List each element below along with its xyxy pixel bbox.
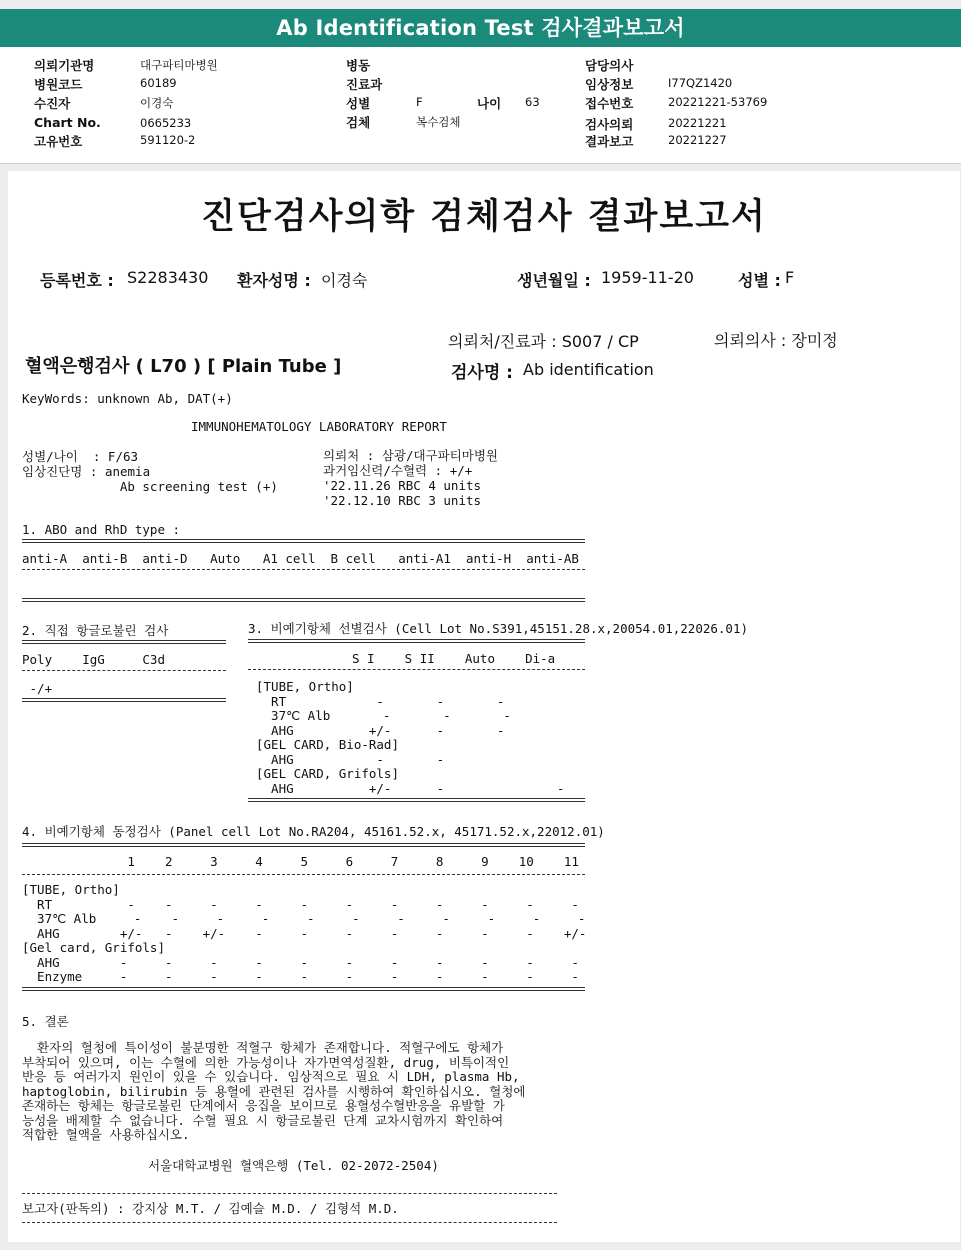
hospital-code: 60189 [140, 76, 177, 90]
dept-line: 의뢰처/진료과 : S007 / CP [448, 332, 639, 351]
screen-header: S I S II Auto Di-a [352, 651, 556, 666]
screen-rows: [TUBE, Ortho] RT - - - 37℃ Alb - - - AHG +/- - - [GEL CARD, Bio-Rad] AHG - - [GEL CARD, Grifols] AHG +/- - - [256, 679, 565, 796]
conclusion-text: 환자의 혈청에 특이성이 불분명한 적혈구 항체가 존재합니다. 적혈구에도 항체가 부착되어 있으며, 이는 수혈에 의한 가능성이나 자가면역성질환, drug, 비특이적인 반응 등 여러가지 원인이 있을 수 있습니다. 임상적으로 필요 시 LDH, plasma Hb, haptoglobin, bilirubin 등 용혈에 관련된 검사를 시행하여 확인하십시오. 혈청에 존재하는 항체는 항글로불린 단계에서 응집을 보이므로 용혈성수혈반응을 유발할 가 능성을 배제할 수 없습니다. 수혈 필요 시 항글로불린 단계 교차시험까지 확인하여 적합한 혈액을 사용하십시오. [22, 1040, 526, 1142]
lab-title: IMMUNOHEMATOLOGY LABORATORY REPORT [191, 419, 447, 434]
test-name: Ab identification [523, 360, 654, 379]
rule [22, 598, 585, 602]
report-date: 20221227 [668, 133, 727, 147]
request-org-label: 의뢰기관명 [34, 58, 95, 73]
request-org: 대구파티마병원 [140, 58, 218, 72]
recipient-label: 수진자 [34, 96, 71, 111]
result-sheet [8, 171, 960, 1242]
sex-report: F [785, 268, 795, 287]
sex-label: 성별 [346, 96, 371, 111]
clinical-info: I77QZ1420 [668, 76, 733, 90]
screen-title: 3. 비예기항체 선별검사 (Cell Lot No.S391,45151.28.x,20054.01,22026.01) [248, 621, 749, 636]
rule [22, 874, 585, 875]
abo-title: 1. ABO and RhD type : [22, 522, 181, 537]
conclusion-title: 5. 결론 [22, 1014, 69, 1029]
dat-header: Poly IgG C3d [22, 652, 165, 667]
dat-title: 2. 직접 항글로불린 검사 [22, 623, 169, 638]
reg-label: 등록번호 : [40, 271, 114, 290]
rule [22, 670, 226, 671]
request-date: 20221221 [668, 116, 727, 130]
transfusion-info: 의뢰처 : 삼광/대구파티마병원 과거임신력/수혈력 : +/+ '22.11.26 RBC 4 units '22.12.10 RBC 3 units [323, 448, 499, 508]
rule [248, 639, 585, 643]
report-banner: Ab Identification Test 검사결과보고서 [0, 9, 961, 47]
unique-no: 591120-2 [140, 133, 196, 147]
panel-header: 1 2 3 4 5 6 7 8 9 10 11 [22, 854, 579, 869]
request-date-label: 검사의뢰 [585, 117, 634, 132]
specimen: 복수검체 [416, 115, 461, 129]
clinical-label: 임상정보 [585, 77, 634, 92]
reporter-line: 보고자(판독의) : 강지상 M.T. / 김예슬 M.D. / 김형석 M.D. [22, 1201, 399, 1216]
lab-signature: 서울대학교병원 혈액은행 (Tel. 02-2072-2504) [148, 1158, 439, 1173]
rule [22, 640, 226, 644]
chart-no-label: Chart No. [34, 115, 101, 130]
doctor-label: 담당의사 [585, 58, 634, 73]
hospital-code-label: 병원코드 [34, 77, 83, 92]
sex-label-report: 성별 : [738, 271, 781, 290]
doctor-line: 의뢰의사 : 장미정 [714, 331, 838, 350]
dob-label: 생년월일 : [517, 271, 591, 290]
rule [22, 987, 585, 991]
abo-header: anti-A anti-B anti-D Auto A1 cell B cell anti-A1 anti-H anti-AB [22, 551, 579, 566]
ward-label: 병동 [346, 58, 371, 73]
report-title: 진단검사의학 검체검사 결과보고서 [201, 197, 767, 237]
dob: 1959-11-20 [601, 268, 694, 287]
patient-info: 성별/나이 : F/63 임상진단명 : anemia Ab screening test (+) [22, 449, 278, 494]
request-header [0, 47, 961, 164]
dat-value: -/+ [22, 681, 53, 696]
rule [22, 698, 226, 702]
sex: F [416, 95, 423, 109]
chart-no: 0665233 [140, 116, 192, 130]
rule [248, 798, 585, 802]
rule [22, 569, 585, 570]
rule [22, 1222, 557, 1223]
rule [22, 1193, 557, 1194]
age: 63 [525, 95, 540, 109]
report-date-label: 결과보고 [585, 134, 634, 149]
patient-label: 환자성명 : [237, 271, 311, 290]
recipient: 이경숙 [140, 96, 174, 110]
reg-no: S2283430 [127, 268, 209, 287]
dept-label: 진료과 [346, 77, 383, 92]
specimen-label: 검체 [346, 115, 371, 130]
panel-title: 4. 비예기항체 동정검사 (Panel cell Lot No.RA204, 45161.52.x, 45171.52.x,22012.01) [22, 824, 605, 839]
reception-no: 20221221-53769 [668, 95, 768, 109]
age-label: 나이 [477, 96, 502, 111]
patient-name: 이경숙 [321, 271, 368, 290]
keywords: KeyWords: unknown Ab, DAT(+) [22, 391, 233, 406]
rule [22, 539, 585, 543]
unique-no-label: 고유번호 [34, 134, 83, 149]
reception-label: 접수번호 [585, 96, 634, 111]
rule [22, 843, 585, 847]
test-label: 검사명 : [451, 363, 513, 383]
rule [248, 669, 585, 670]
panel-rows: [TUBE, Ortho] RT - - - - - - - - - - - 37℃ Alb - - - - - - - - - - - AHG +/- - +/- - - - - - - - +/- [Gel card, Grifols] AHG - - - - - - - - - - - Enzyme - - - - - - - - - - - [22, 882, 587, 984]
section-title: 혈액은행검사 ( L70 ) [ Plain Tube ] [25, 356, 342, 377]
